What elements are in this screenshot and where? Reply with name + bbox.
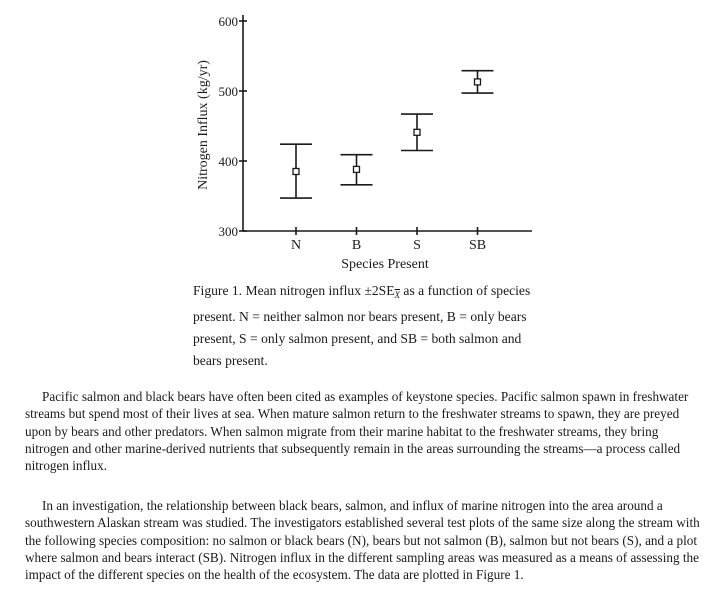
paragraph-investigation: In an investigation, the relationship between black bears, salmon, and influx of marine nitrogen into the area around a southwestern Alaskan stream was studied. The investigators established several test plots of the same size along the stream with the following species composition: no salmon or black bears (N), bears but not salmon (B), salmon but not bears (S), and a plot where salmon and bears interact (SB). Nitrogen influx in the different sampling areas was measured as a means of assessing the impact of the different species on the health of the ecosystem. The data are plotted in Figure 1. <box>25 498 700 582</box>
figure-caption <box>193 280 533 372</box>
caption-se-subscript: X <box>394 290 401 300</box>
mean-point-marker <box>414 129 420 135</box>
data-marks <box>280 71 494 198</box>
y-tick-label: 500 <box>218 84 238 99</box>
y-tick-label: 300 <box>218 224 238 239</box>
x-tick-label: S <box>413 238 421 253</box>
y-tick-label: 400 <box>218 154 238 169</box>
x-tick-label: B <box>351 238 362 253</box>
x-tick-label: SB <box>468 238 487 253</box>
caption-se: ±2SE <box>364 283 395 298</box>
error-bar-group-N <box>280 144 312 198</box>
figure-1-chart <box>0 0 707 280</box>
y-axis-label: Nitrogen Influx (kg/yr) <box>196 60 211 190</box>
caption-prefix: Figure 1. Mean nitrogen influx <box>193 283 365 298</box>
caption-rest: as a function of species present. N = neither salmon nor bears present, B = only bears present, S = only salmon present, and SB = both salmon and bears present. <box>193 283 531 368</box>
y-tick-label: 600 <box>218 14 238 29</box>
x-axis-label: Species Present <box>341 257 429 272</box>
paragraph-intro: Pacific salmon and black bears have often been cited as examples of keystone species. Pacific salmon spawn in freshwater streams but spend most of their lives at sea. When mature salmon return to the freshwater streams to spawn, they are preyed upon by bears and other predators. When salmon migrate from their marine habitat to the freshwater streams, they bring nitrogen and other marine-derived nutrients that subsequently remain in the areas surrounding the streams—a process called nitrogen influx. <box>25 389 689 473</box>
mean-point-marker <box>293 169 299 175</box>
error-bar-group-SB <box>462 71 494 93</box>
mean-point-marker <box>475 79 481 85</box>
x-tick-label: N <box>290 238 302 253</box>
error-bar-group-S <box>401 114 433 150</box>
caption-se-symbol <box>364 283 400 298</box>
mean-point-marker <box>354 166 360 172</box>
error-bar-group-B <box>341 155 373 185</box>
